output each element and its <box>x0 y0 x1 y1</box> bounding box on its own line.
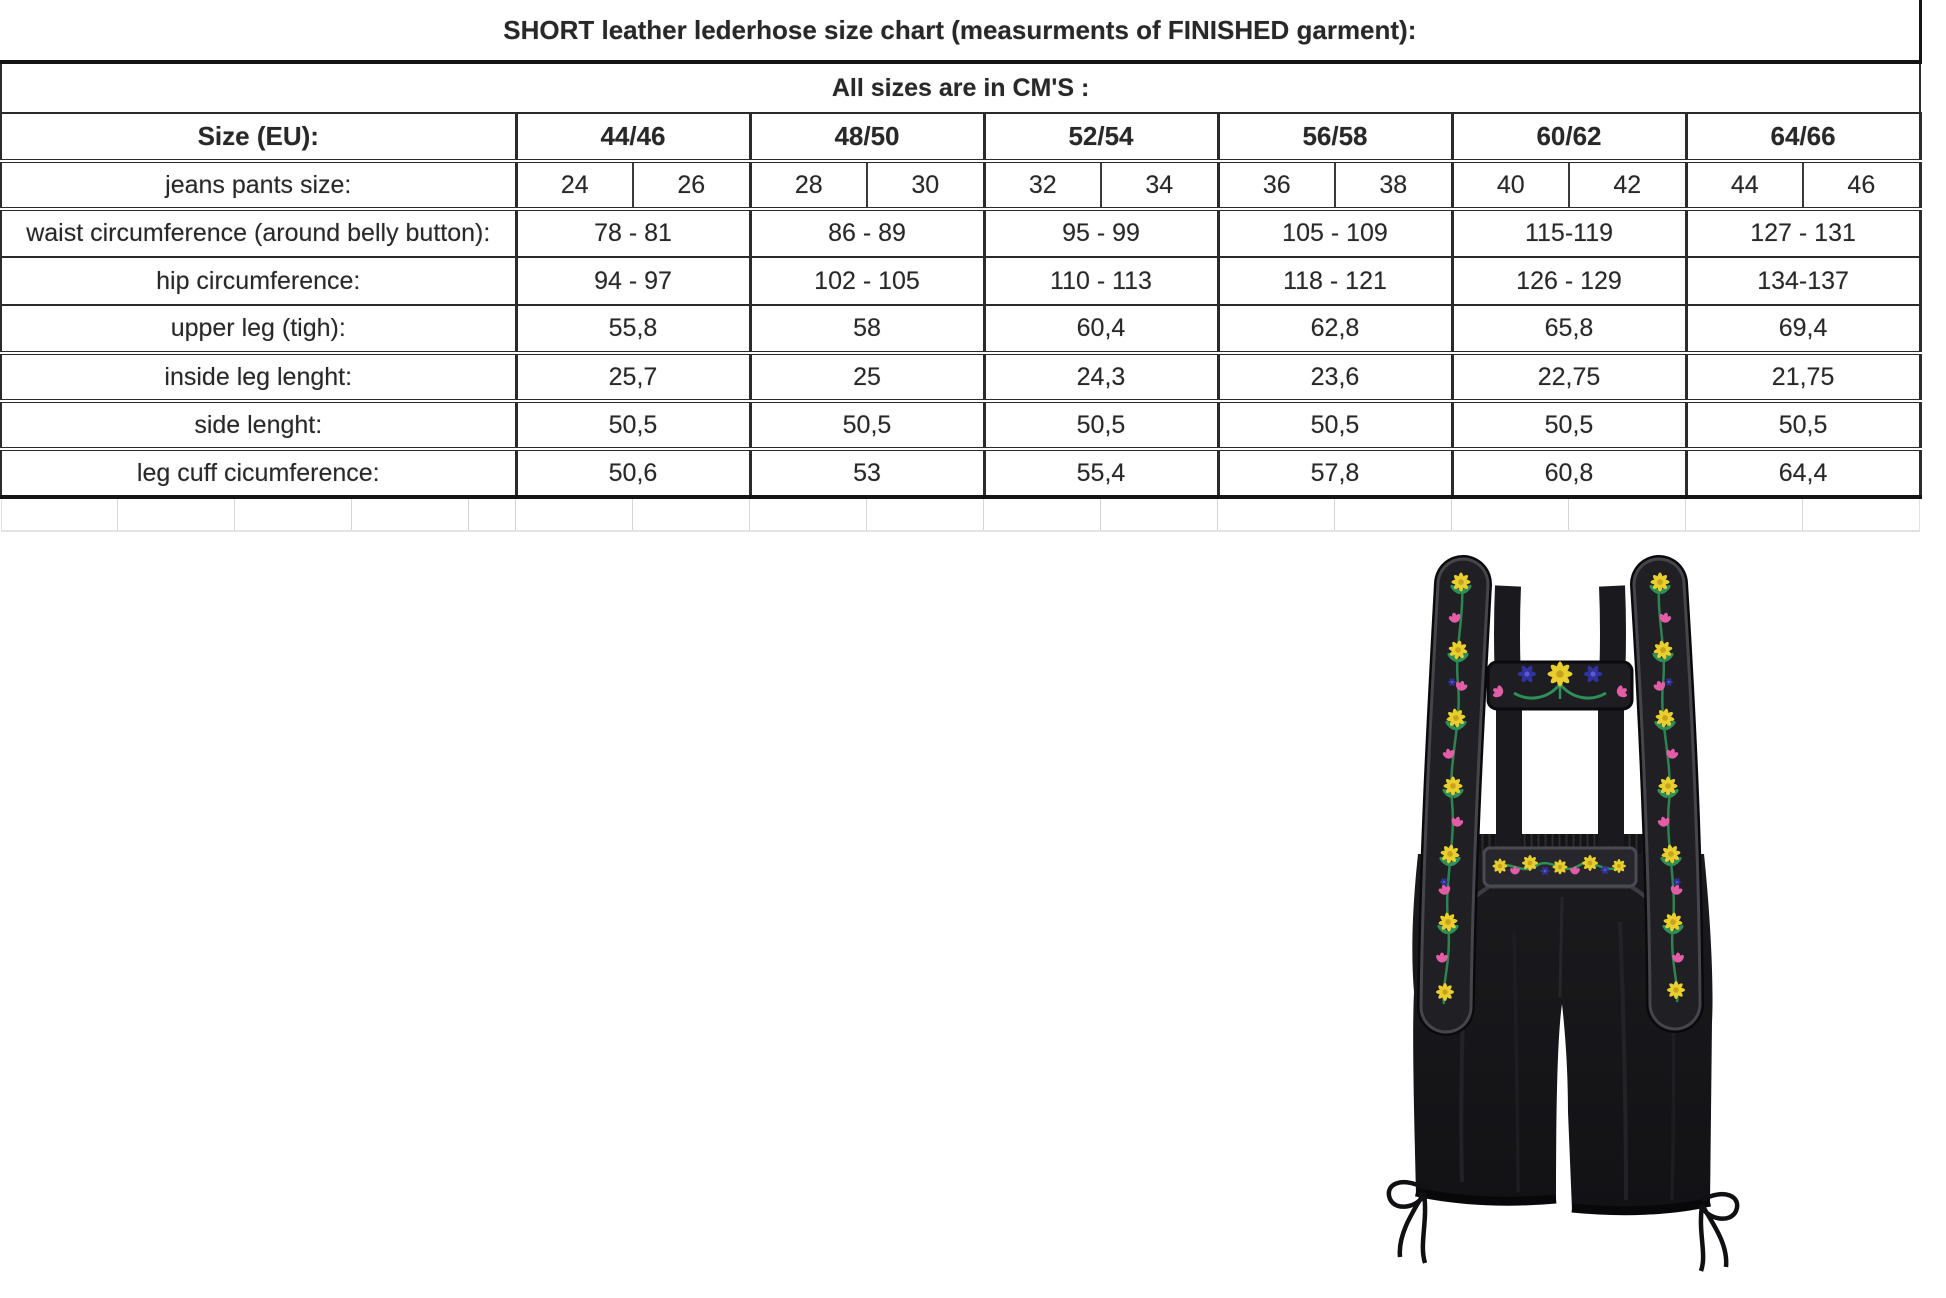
measurement-cell: 115-119 <box>1452 209 1686 257</box>
measurement-cell: 50,5 <box>1686 401 1920 449</box>
jeans-size-cell: 24 <box>516 161 633 209</box>
measurement-row-side-length <box>1 401 1920 449</box>
lederhosen-illustration <box>1372 552 1797 1282</box>
measurement-cell: 69,4 <box>1686 305 1920 353</box>
inner-strap-left <box>1507 586 1509 846</box>
measurement-cell: 134-137 <box>1686 257 1920 305</box>
measurement-row-hip <box>1 257 1920 305</box>
size-column-header: 64/66 <box>1686 113 1920 161</box>
table-title: SHORT leather lederhose size chart (measurments of FINISHED garment): <box>1 0 1920 62</box>
empty-row-cell <box>1 497 1920 532</box>
measurement-cell: 50,5 <box>516 401 750 449</box>
inner-strap-right <box>1611 586 1613 846</box>
fly-seam <box>1560 897 1562 997</box>
jeans-size-cell: 46 <box>1803 161 1920 209</box>
chest-band <box>1488 662 1632 710</box>
measurement-row-waist <box>1 209 1920 257</box>
empty-spreadsheet-row <box>1 497 1920 532</box>
measurement-cell: 126 - 129 <box>1452 257 1686 305</box>
row-label: upper leg (tigh): <box>1 305 516 353</box>
jeans-size-cell: 28 <box>750 161 867 209</box>
measurement-cell: 50,5 <box>1452 401 1686 449</box>
jeans-size-cell: 42 <box>1569 161 1686 209</box>
suspender-right-strap <box>1648 573 1685 1005</box>
measurement-cell: 95 - 99 <box>984 209 1218 257</box>
measurement-cell: 21,75 <box>1686 353 1920 401</box>
measurement-cell: 55,4 <box>984 449 1218 497</box>
measurement-cell: 25,7 <box>516 353 750 401</box>
measurement-cell: 50,5 <box>750 401 984 449</box>
measurement-cell: 50,6 <box>516 449 750 497</box>
jeans-size-cell: 34 <box>1101 161 1218 209</box>
measurement-cell: 24,3 <box>984 353 1218 401</box>
subtitle-row <box>1 62 1920 113</box>
jeans-size-cell: 30 <box>867 161 984 209</box>
jeans-size-cell: 44 <box>1686 161 1803 209</box>
title-row <box>1 0 1920 62</box>
measurement-row-upper-leg <box>1 305 1920 353</box>
measurement-cell: 60,8 <box>1452 449 1686 497</box>
row-label: side lenght: <box>1 401 516 449</box>
measurement-cell: 65,8 <box>1452 305 1686 353</box>
measurement-cell: 50,5 <box>1218 401 1452 449</box>
size-chart-table <box>0 0 1922 532</box>
jeans-size-cell: 26 <box>633 161 750 209</box>
size-column-header: 56/58 <box>1218 113 1452 161</box>
measurement-cell: 58 <box>750 305 984 353</box>
size-column-header: 52/54 <box>984 113 1218 161</box>
jeans-size-cell: 40 <box>1452 161 1569 209</box>
jeans-size-cell: 38 <box>1335 161 1452 209</box>
measurement-cell: 53 <box>750 449 984 497</box>
measurement-cell: 22,75 <box>1452 353 1686 401</box>
size-column-header: 60/62 <box>1452 113 1686 161</box>
measurement-row-inside-leg <box>1 353 1920 401</box>
size-header-row <box>1 113 1920 161</box>
measurement-cell: 78 - 81 <box>516 209 750 257</box>
measurement-cell: 62,8 <box>1218 305 1452 353</box>
jeans-size-cell: 32 <box>984 161 1101 209</box>
size-column-header: 48/50 <box>750 113 984 161</box>
row-label: inside leg lenght: <box>1 353 516 401</box>
row-label: waist circumference (around belly button): <box>1 209 516 257</box>
measurement-row-leg-cuff <box>1 449 1920 497</box>
measurement-cell: 86 - 89 <box>750 209 984 257</box>
product-image <box>1372 552 1797 1282</box>
jeans-size-row <box>1 161 1920 209</box>
measurement-cell: 110 - 113 <box>984 257 1218 305</box>
measurement-cell: 55,8 <box>516 305 750 353</box>
row-label: hip circumference: <box>1 257 516 305</box>
measurement-cell: 118 - 121 <box>1218 257 1452 305</box>
measurement-cell: 64,4 <box>1686 449 1920 497</box>
measurement-cell: 102 - 105 <box>750 257 984 305</box>
row-label-jeans: jeans pants size: <box>1 161 516 209</box>
row-label: leg cuff cicumference: <box>1 449 516 497</box>
spreadsheet-gridlines <box>1 499 1920 532</box>
measurement-cell: 60,4 <box>984 305 1218 353</box>
size-column-header: 44/46 <box>516 113 750 161</box>
measurement-cell: 94 - 97 <box>516 257 750 305</box>
measurement-cell: 105 - 109 <box>1218 209 1452 257</box>
jeans-size-cell: 36 <box>1218 161 1335 209</box>
measurement-cell: 25 <box>750 353 984 401</box>
measurement-cell: 50,5 <box>984 401 1218 449</box>
row-label-size-eu: Size (EU): <box>1 113 516 161</box>
measurement-cell: 127 - 131 <box>1686 209 1920 257</box>
measurement-cell: 23,6 <box>1218 353 1452 401</box>
suspender-left-strap <box>1435 573 1473 1008</box>
waistband-front <box>1484 848 1636 886</box>
measurement-cell: 57,8 <box>1218 449 1452 497</box>
table-subtitle: All sizes are in CM'S : <box>1 62 1920 113</box>
